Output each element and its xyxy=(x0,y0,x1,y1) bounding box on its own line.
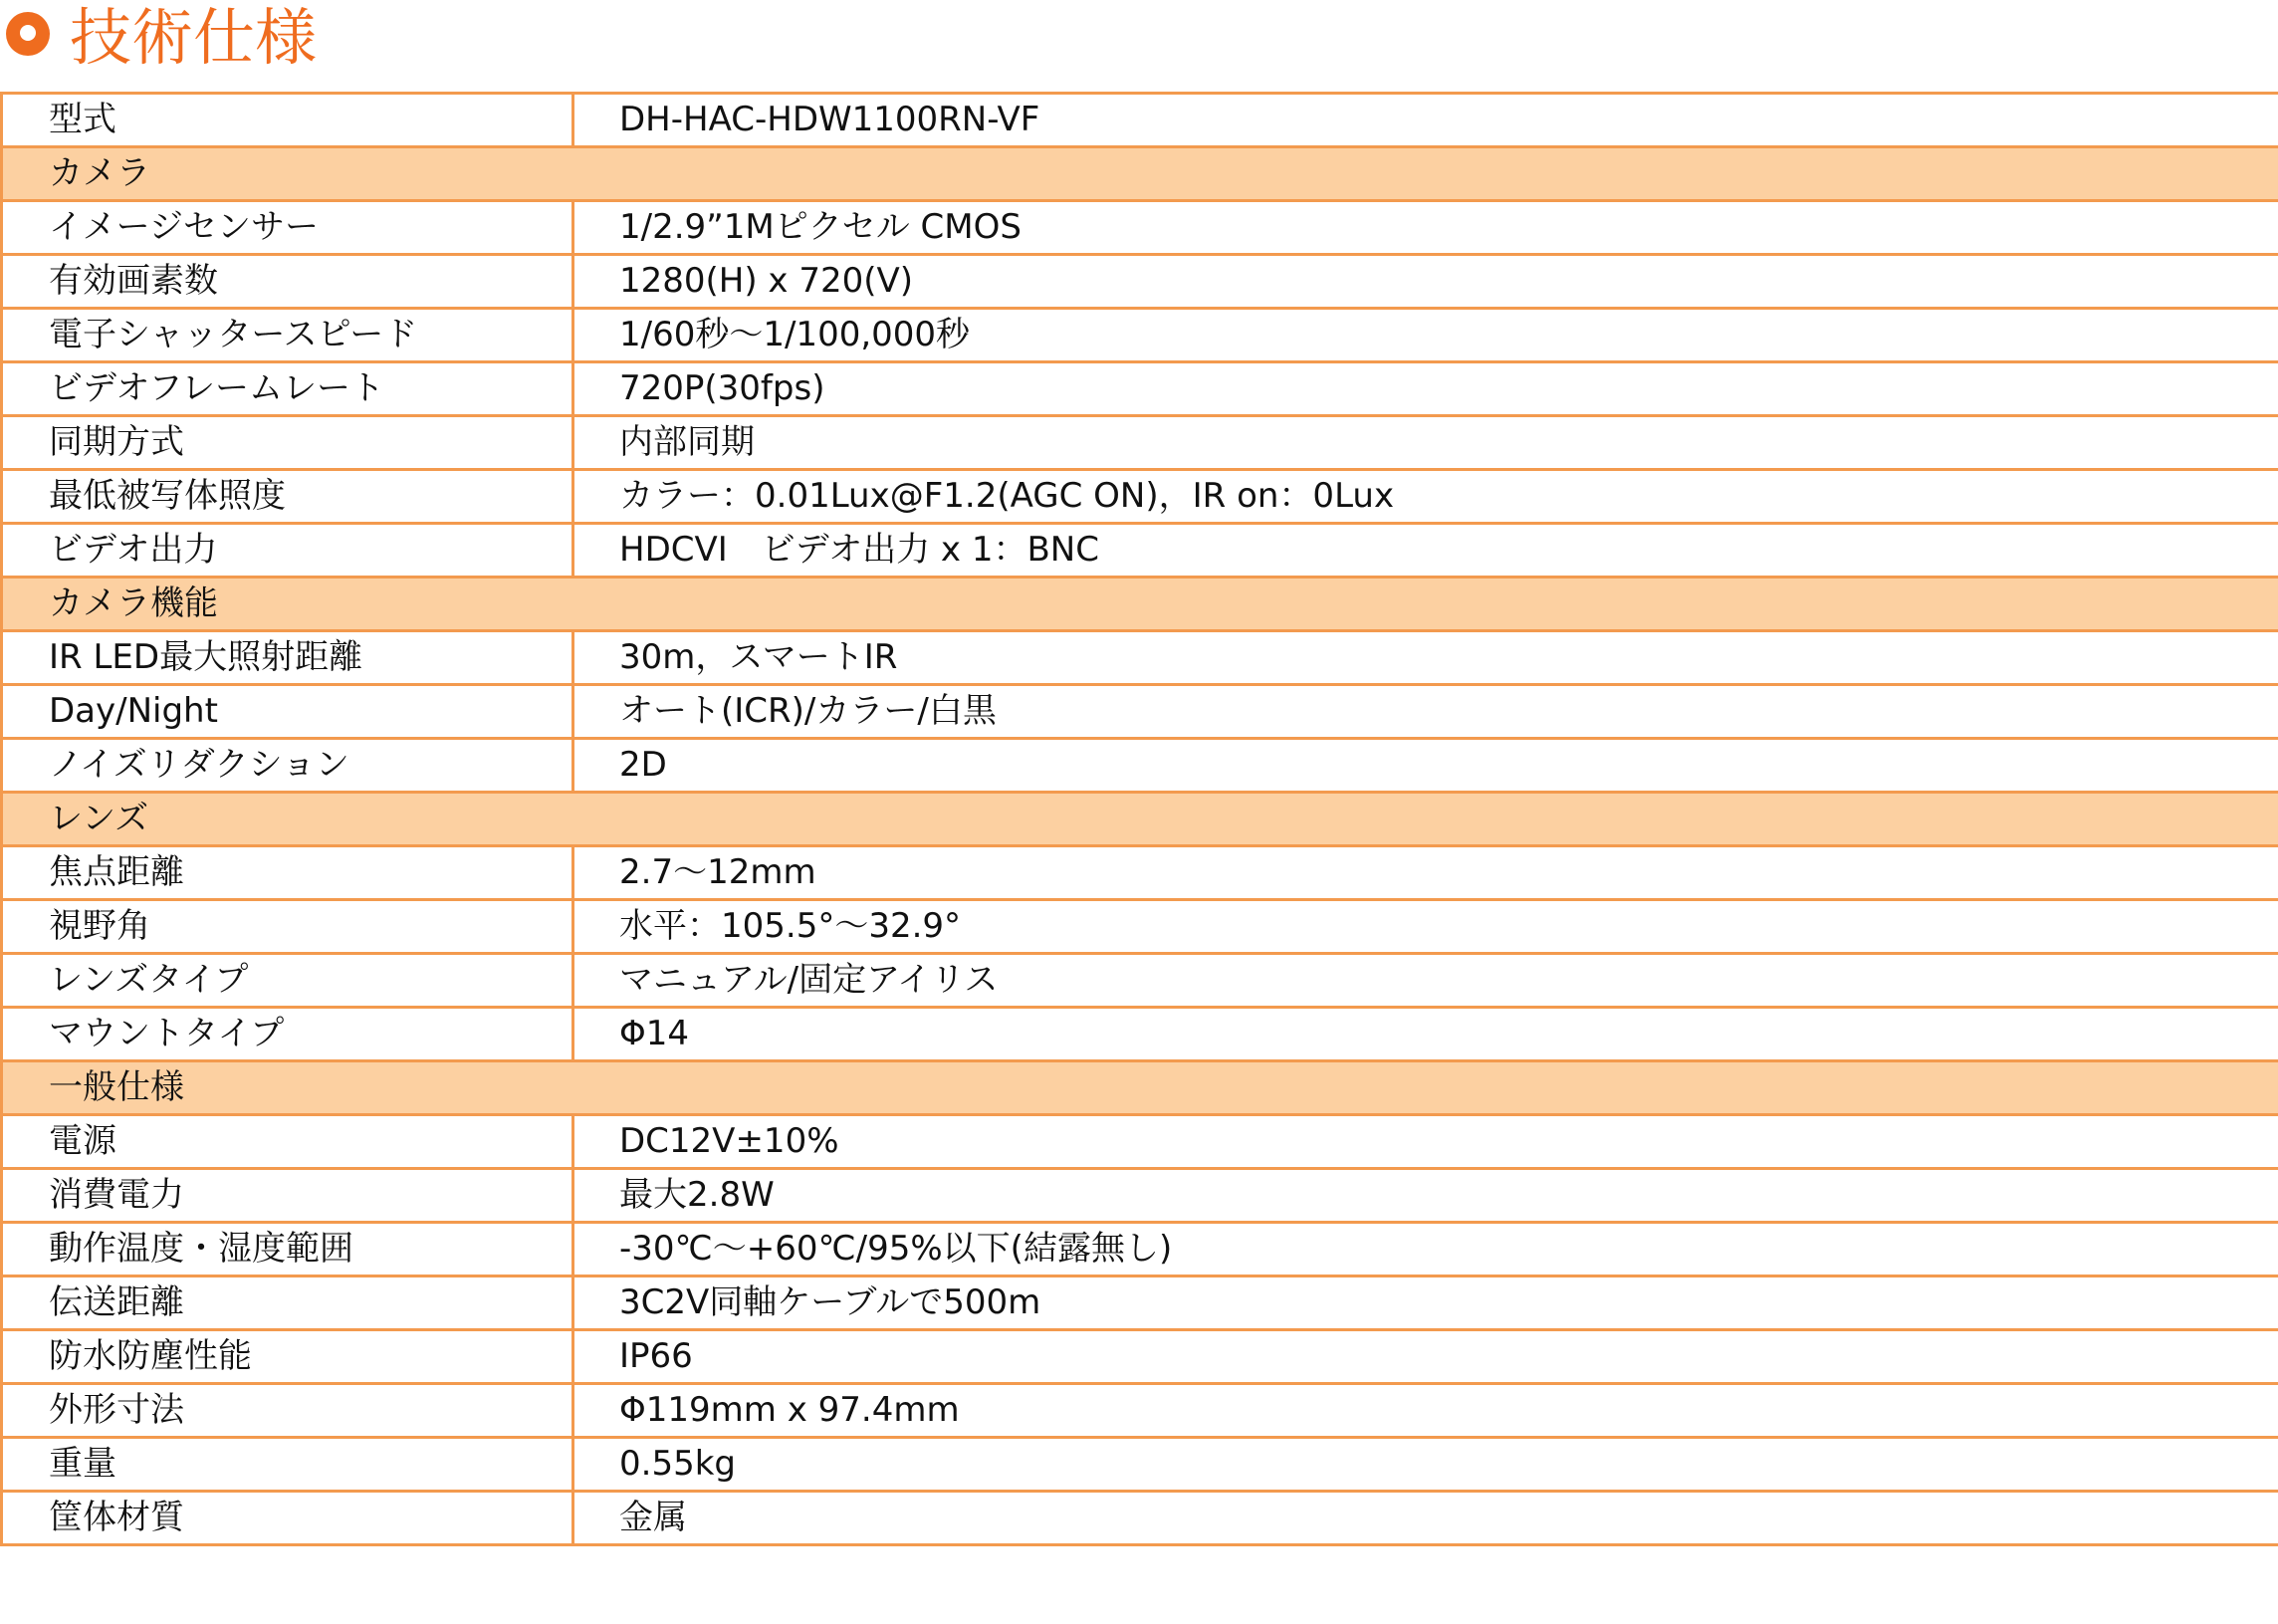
spec-row xyxy=(2,1276,2278,1330)
spec-table xyxy=(0,92,2278,1546)
spec-row xyxy=(2,846,2278,900)
spec-row xyxy=(2,416,2278,470)
spec-row xyxy=(2,1330,2278,1384)
spec-value: IP66 xyxy=(573,1330,2278,1384)
spec-row xyxy=(2,470,2278,524)
spec-row xyxy=(2,94,2278,147)
spec-label: 有効画素数 xyxy=(2,255,573,309)
spec-label: 防水防塵性能 xyxy=(2,1330,573,1384)
spec-label: 型式 xyxy=(2,94,573,147)
spec-label: マウントタイプ xyxy=(2,1008,573,1061)
page-title: 技術仕様 xyxy=(70,1,318,74)
section-label: レンズ xyxy=(2,793,2278,846)
spec-row xyxy=(2,631,2278,685)
bullet-circle-icon xyxy=(6,12,50,56)
spec-value: オート(ICR)/カラー/白黒 xyxy=(573,685,2278,739)
spec-value: 720P(30fps) xyxy=(573,362,2278,416)
spec-value: DH-HAC-HDW1100RN-VF xyxy=(573,94,2278,147)
spec-row xyxy=(2,739,2278,793)
spec-label: 電源 xyxy=(2,1115,573,1169)
spec-value: カラー：0.01Lux@F1.2(AGC ON)，IR on：0Lux xyxy=(573,470,2278,524)
section-header-row xyxy=(2,793,2278,846)
spec-label: 視野角 xyxy=(2,900,573,954)
page-header xyxy=(0,0,2278,82)
spec-row xyxy=(2,900,2278,954)
spec-value: 1/60秒～1/100,000秒 xyxy=(573,309,2278,362)
spec-table-body xyxy=(2,94,2278,1545)
spec-value: Φ14 xyxy=(573,1008,2278,1061)
spec-label: IR LED最大照射距離 xyxy=(2,631,573,685)
spec-row xyxy=(2,1115,2278,1169)
spec-value: 水平：105.5°～32.9° xyxy=(573,900,2278,954)
spec-label: 外形寸法 xyxy=(2,1384,573,1438)
spec-value: 2D xyxy=(573,739,2278,793)
section-header-row xyxy=(2,578,2278,631)
spec-value: 2.7～12mm xyxy=(573,846,2278,900)
spec-label: 電子シャッタースピード xyxy=(2,309,573,362)
spec-value: 内部同期 xyxy=(573,416,2278,470)
spec-label: ビデオフレームレート xyxy=(2,362,573,416)
spec-value: HDCVI ビデオ出力 x 1：BNC xyxy=(573,524,2278,578)
spec-row xyxy=(2,1008,2278,1061)
spec-value: 30m，スマートIR xyxy=(573,631,2278,685)
spec-row xyxy=(2,201,2278,255)
spec-row xyxy=(2,362,2278,416)
section-label: カメラ機能 xyxy=(2,578,2278,631)
spec-value: 1280(H) x 720(V) xyxy=(573,255,2278,309)
spec-row xyxy=(2,1384,2278,1438)
spec-label: イメージセンサー xyxy=(2,201,573,255)
spec-value: DC12V±10% xyxy=(573,1115,2278,1169)
spec-label: 最低被写体照度 xyxy=(2,470,573,524)
spec-value: Φ119mm x 97.4mm xyxy=(573,1384,2278,1438)
spec-label: 焦点距離 xyxy=(2,846,573,900)
spec-row xyxy=(2,1169,2278,1223)
spec-value: 3C2V同軸ケーブルで500m xyxy=(573,1276,2278,1330)
spec-label: 重量 xyxy=(2,1438,573,1492)
spec-value: 1/2.9”1Mピクセル CMOS xyxy=(573,201,2278,255)
spec-value: マニュアル/固定アイリス xyxy=(573,954,2278,1008)
spec-label: ノイズリダクション xyxy=(2,739,573,793)
spec-value: 0.55kg xyxy=(573,1438,2278,1492)
spec-row xyxy=(2,1492,2278,1545)
spec-row xyxy=(2,1438,2278,1492)
spec-label: 同期方式 xyxy=(2,416,573,470)
section-label: 一般仕様 xyxy=(2,1061,2278,1115)
spec-value: -30℃～+60℃/95%以下(結露無し) xyxy=(573,1223,2278,1276)
spec-row xyxy=(2,524,2278,578)
spec-row xyxy=(2,954,2278,1008)
spec-row xyxy=(2,685,2278,739)
spec-label: 伝送距離 xyxy=(2,1276,573,1330)
spec-label: ビデオ出力 xyxy=(2,524,573,578)
spec-label: レンズタイプ xyxy=(2,954,573,1008)
spec-value: 最大2.8W xyxy=(573,1169,2278,1223)
spec-value: 金属 xyxy=(573,1492,2278,1545)
spec-label: 消費電力 xyxy=(2,1169,573,1223)
spec-row xyxy=(2,1223,2278,1276)
section-label: カメラ xyxy=(2,147,2278,201)
spec-label: 筐体材質 xyxy=(2,1492,573,1545)
spec-row xyxy=(2,309,2278,362)
spec-label: 動作温度・湿度範囲 xyxy=(2,1223,573,1276)
section-header-row xyxy=(2,1061,2278,1115)
section-header-row xyxy=(2,147,2278,201)
spec-row xyxy=(2,255,2278,309)
spec-label: Day/Night xyxy=(2,685,573,739)
